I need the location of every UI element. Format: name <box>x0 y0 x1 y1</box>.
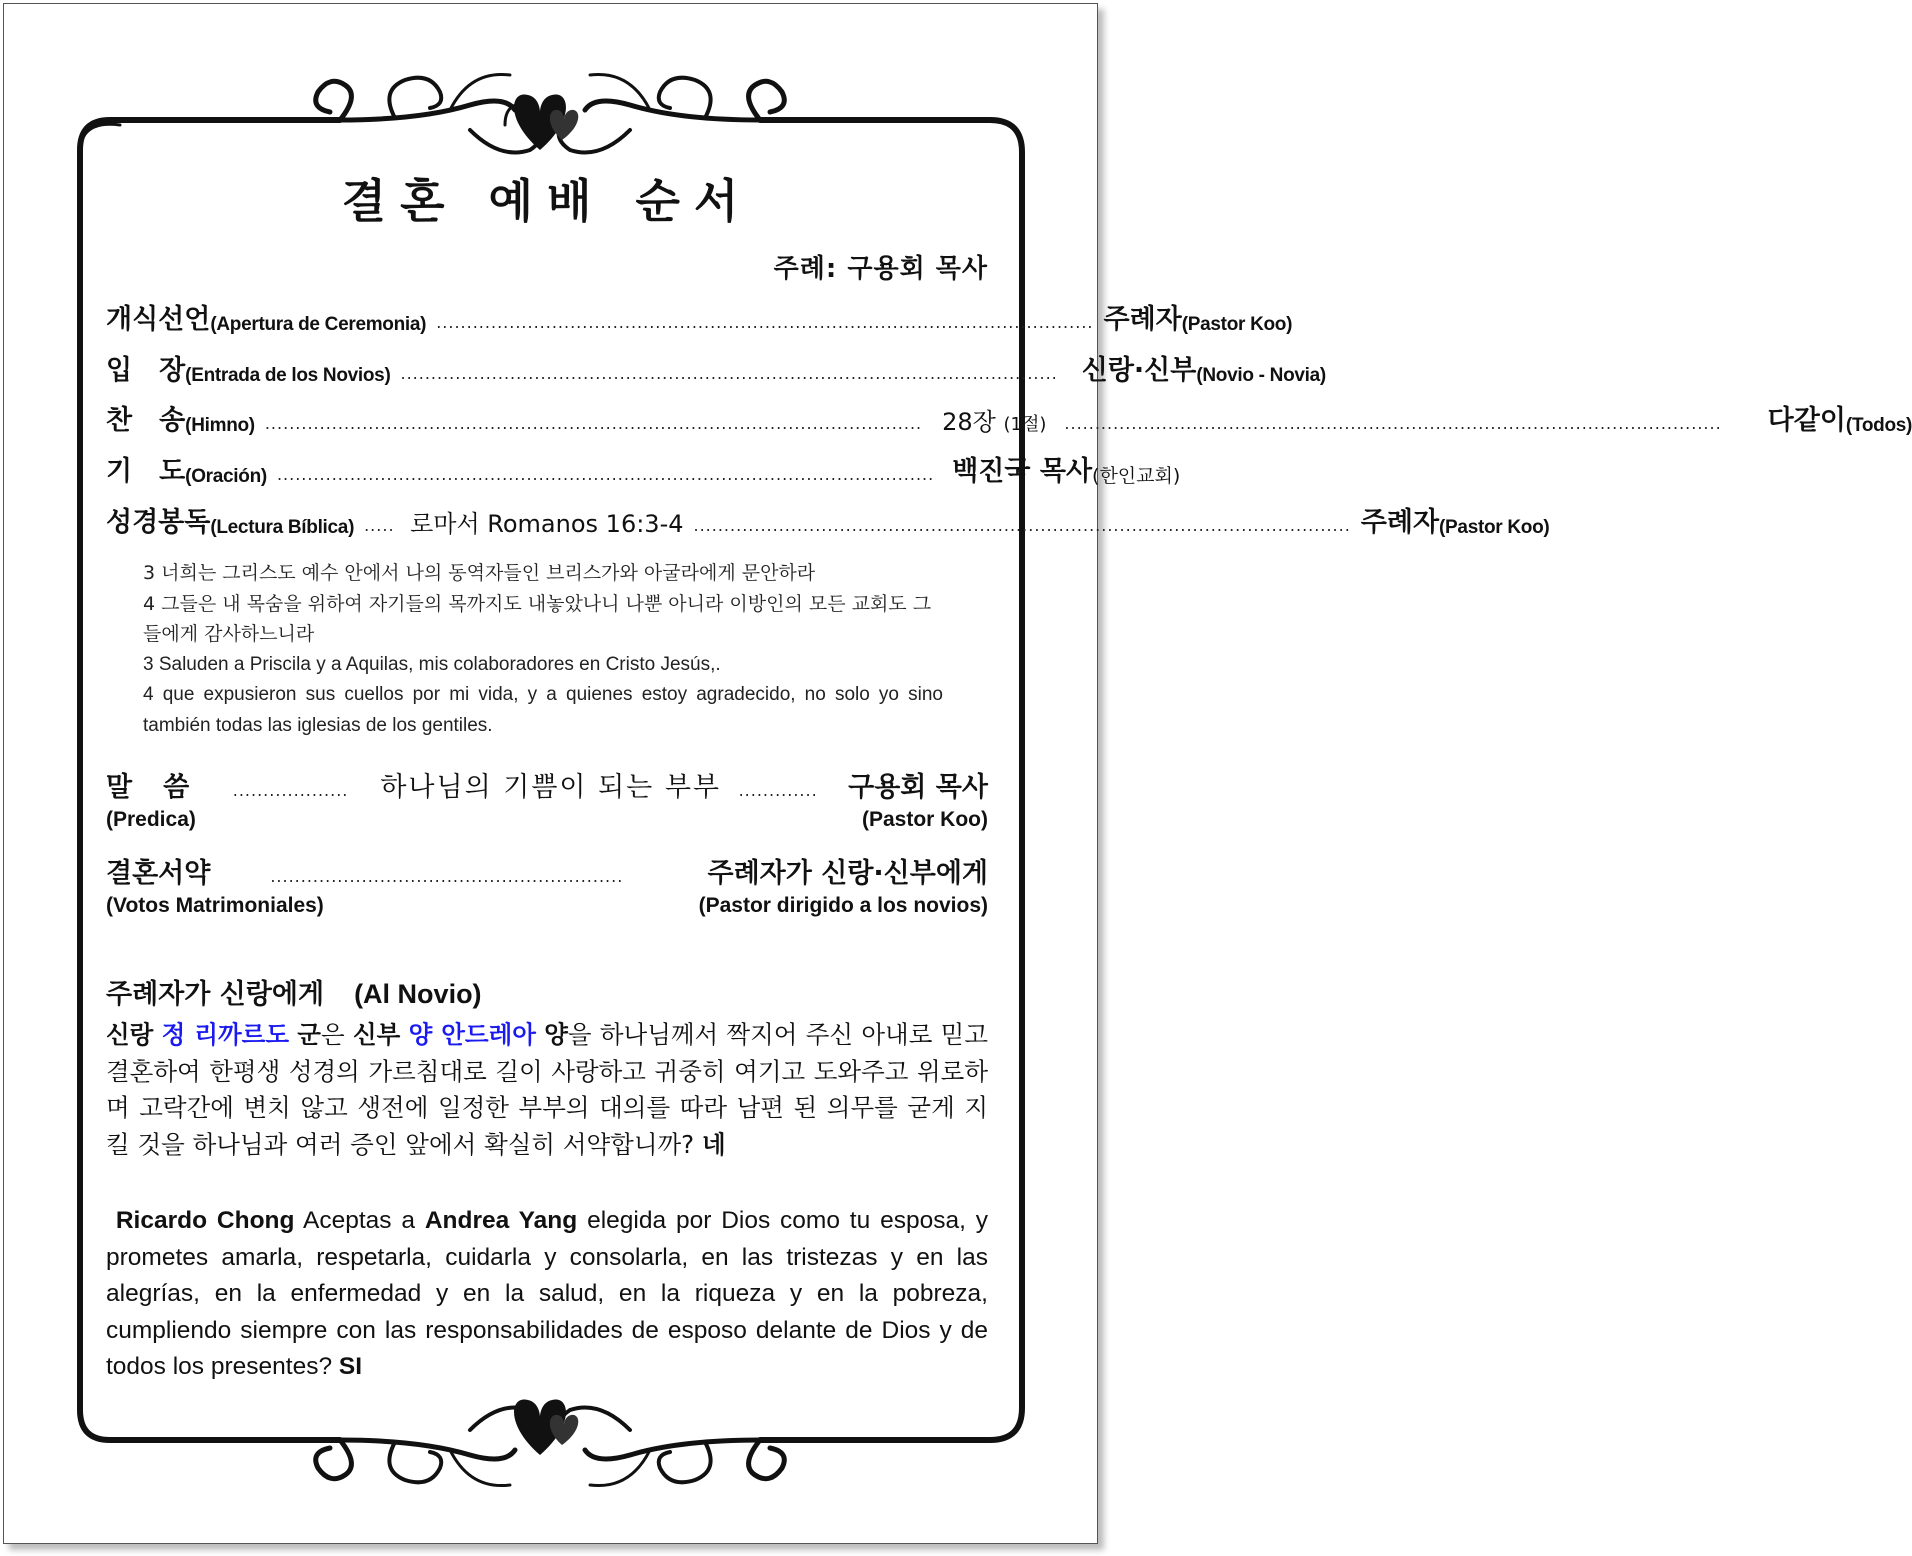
item-who-es: (Todos) <box>1845 415 1912 436</box>
bride-name-es: Andrea Yang <box>424 1207 578 1234</box>
program-row-prayer <box>106 452 1181 488</box>
item-mid: 28장 (1절) <box>942 408 1047 436</box>
item-ko: 개식선언 <box>106 304 211 335</box>
item-mid: 로마서 Romanos 16:3-4 <box>410 510 684 538</box>
verse-es-4: 4 que expusieron sus cuellos por mi vida, y a quienes estoy agradecido, no solo yo sino también todas las iglesias de los gentiles. <box>143 684 943 736</box>
dot-leader: .......................................................... <box>270 867 624 886</box>
sermon-ko: 말 씀 <box>106 772 192 803</box>
item-ko: 성경봉독 <box>106 507 211 538</box>
answer-es: SI <box>338 1353 363 1380</box>
sermon-title: 하나님의 기쁨이 되는 부부 <box>380 772 721 803</box>
page-title: 결혼 예배 순서 <box>341 174 753 228</box>
verse-ko-4: 4 그들은 내 목숨을 위하여 자기들의 목까지도 내놓았나니 나뿐 아니라 이방인의 모든 교회도 그들에게 감사하느니라 <box>143 592 932 645</box>
item-es: (Lectura Bíblica) <box>210 517 355 538</box>
sermon-es: (Predica) <box>106 808 196 831</box>
dot-leader: ................... <box>232 781 349 800</box>
verse-es-3: 3 Saluden a Priscila y a Aquilas, mis colaboradores en Cristo Jesús,. <box>143 653 721 675</box>
item-who-es: (Pastor Koo) <box>1439 517 1550 538</box>
groom-name-ko: 정 리까르도 <box>161 1020 289 1049</box>
vows-es: (Votos Matrimoniales) <box>106 894 324 917</box>
vows-block <box>106 852 988 918</box>
item-who-es: (한인교회) <box>1092 465 1181 487</box>
vows-ko: 결혼서약 <box>106 858 211 889</box>
item-ko: 입 장 <box>106 355 186 386</box>
dot-leader: ............................................................................................................ <box>693 516 1351 535</box>
program-row-reading <box>106 503 1550 539</box>
vows-who-es: (Pastor dirigido a los novios) <box>698 894 988 917</box>
item-who-ko: 다같이 <box>1767 405 1846 436</box>
program-row-opening <box>106 300 1293 336</box>
program-row-entrance <box>106 351 1326 387</box>
sermon-block <box>106 766 988 832</box>
vows-who: 주례자가 신랑·신부에게 <box>707 858 988 889</box>
sermon-who: 구용회 목사 <box>848 772 988 803</box>
bottom-hearts <box>514 1399 578 1455</box>
dot-leader: ..... <box>364 516 395 535</box>
item-ko: 기 도 <box>106 456 186 487</box>
item-ko: 찬 송 <box>106 405 186 436</box>
item-es: (Apertura de Ceremonia) <box>210 314 427 335</box>
officiant-label: 주례: 구용회 목사 <box>773 254 988 284</box>
item-who-es: (Novio - Novia) <box>1196 365 1326 386</box>
item-who-es: (Pastor Koo) <box>1181 314 1293 335</box>
item-who-ko: 주례자 <box>1103 304 1182 335</box>
groom-vow-heading: 주례자가 신랑에게 (Al Novio) <box>106 979 482 1010</box>
sermon-who-es: (Pastor Koo) <box>862 808 988 831</box>
bride-name-ko: 양 안드레아 <box>408 1020 536 1049</box>
answer-ko: 네 <box>702 1129 726 1159</box>
item-who-ko: 신랑·신부 <box>1081 355 1197 386</box>
dot-leader: ............................................................................................................ <box>264 414 923 433</box>
dot-leader: ............. <box>738 781 818 800</box>
verse-ko-3: 3 너희는 그리스도 예수 안에서 나의 동역자들인 브리스가와 아굴라에게 문안하라 <box>143 562 816 584</box>
bible-verses <box>143 558 943 741</box>
top-hearts <box>514 94 578 150</box>
item-who-ko: 주례자 <box>1360 507 1440 538</box>
item-es: (Oración) <box>185 466 267 487</box>
item-who-ko: 백진국 목사 <box>952 456 1093 487</box>
dot-leader: ............................................................................................................ <box>276 465 935 484</box>
program-row-hymn <box>106 401 1912 437</box>
dot-leader: ............................................................................................................ <box>436 313 1094 332</box>
groom-vow-spanish: Ricardo Chong Aceptas a Andrea Yang elegida por Dios como tu esposa, y prometes amarla, respetarla, cuidarla y consolarla, en las tristezas y en las alegrías, en la enfermedad y en la salud, en la riqueza y en la pobreza, cumpliendo siempre con las responsabilidades de esposo delante de Dios y de todos los presentes? SI <box>106 1207 988 1380</box>
dot-leader: ............................................................................................................ <box>1064 414 1722 433</box>
groom-name-es: Ricardo Chong <box>115 1207 295 1234</box>
item-es: (Himno) <box>185 415 255 436</box>
item-es: (Entrada de los Novios) <box>185 365 391 386</box>
dot-leader: ............................................................................................................ <box>400 364 1058 383</box>
groom-vow-korean: 신랑 정 리까르도 군은 신부 양 안드레아 양을 하나님께서 짝지어 주신 아내로 믿고 결혼하여 한평생 성경의 가르침대로 길이 사랑하고 귀중히 여기고 도와주고 위로하며 고락간에 변치 않고 생전에 일정한 부부의 대의를 따라 남편 된 의무를 굳게 지킬 것을 하나님과 여러 증인 앞에서 확실히 서약합니까? 네 <box>106 1020 988 1159</box>
